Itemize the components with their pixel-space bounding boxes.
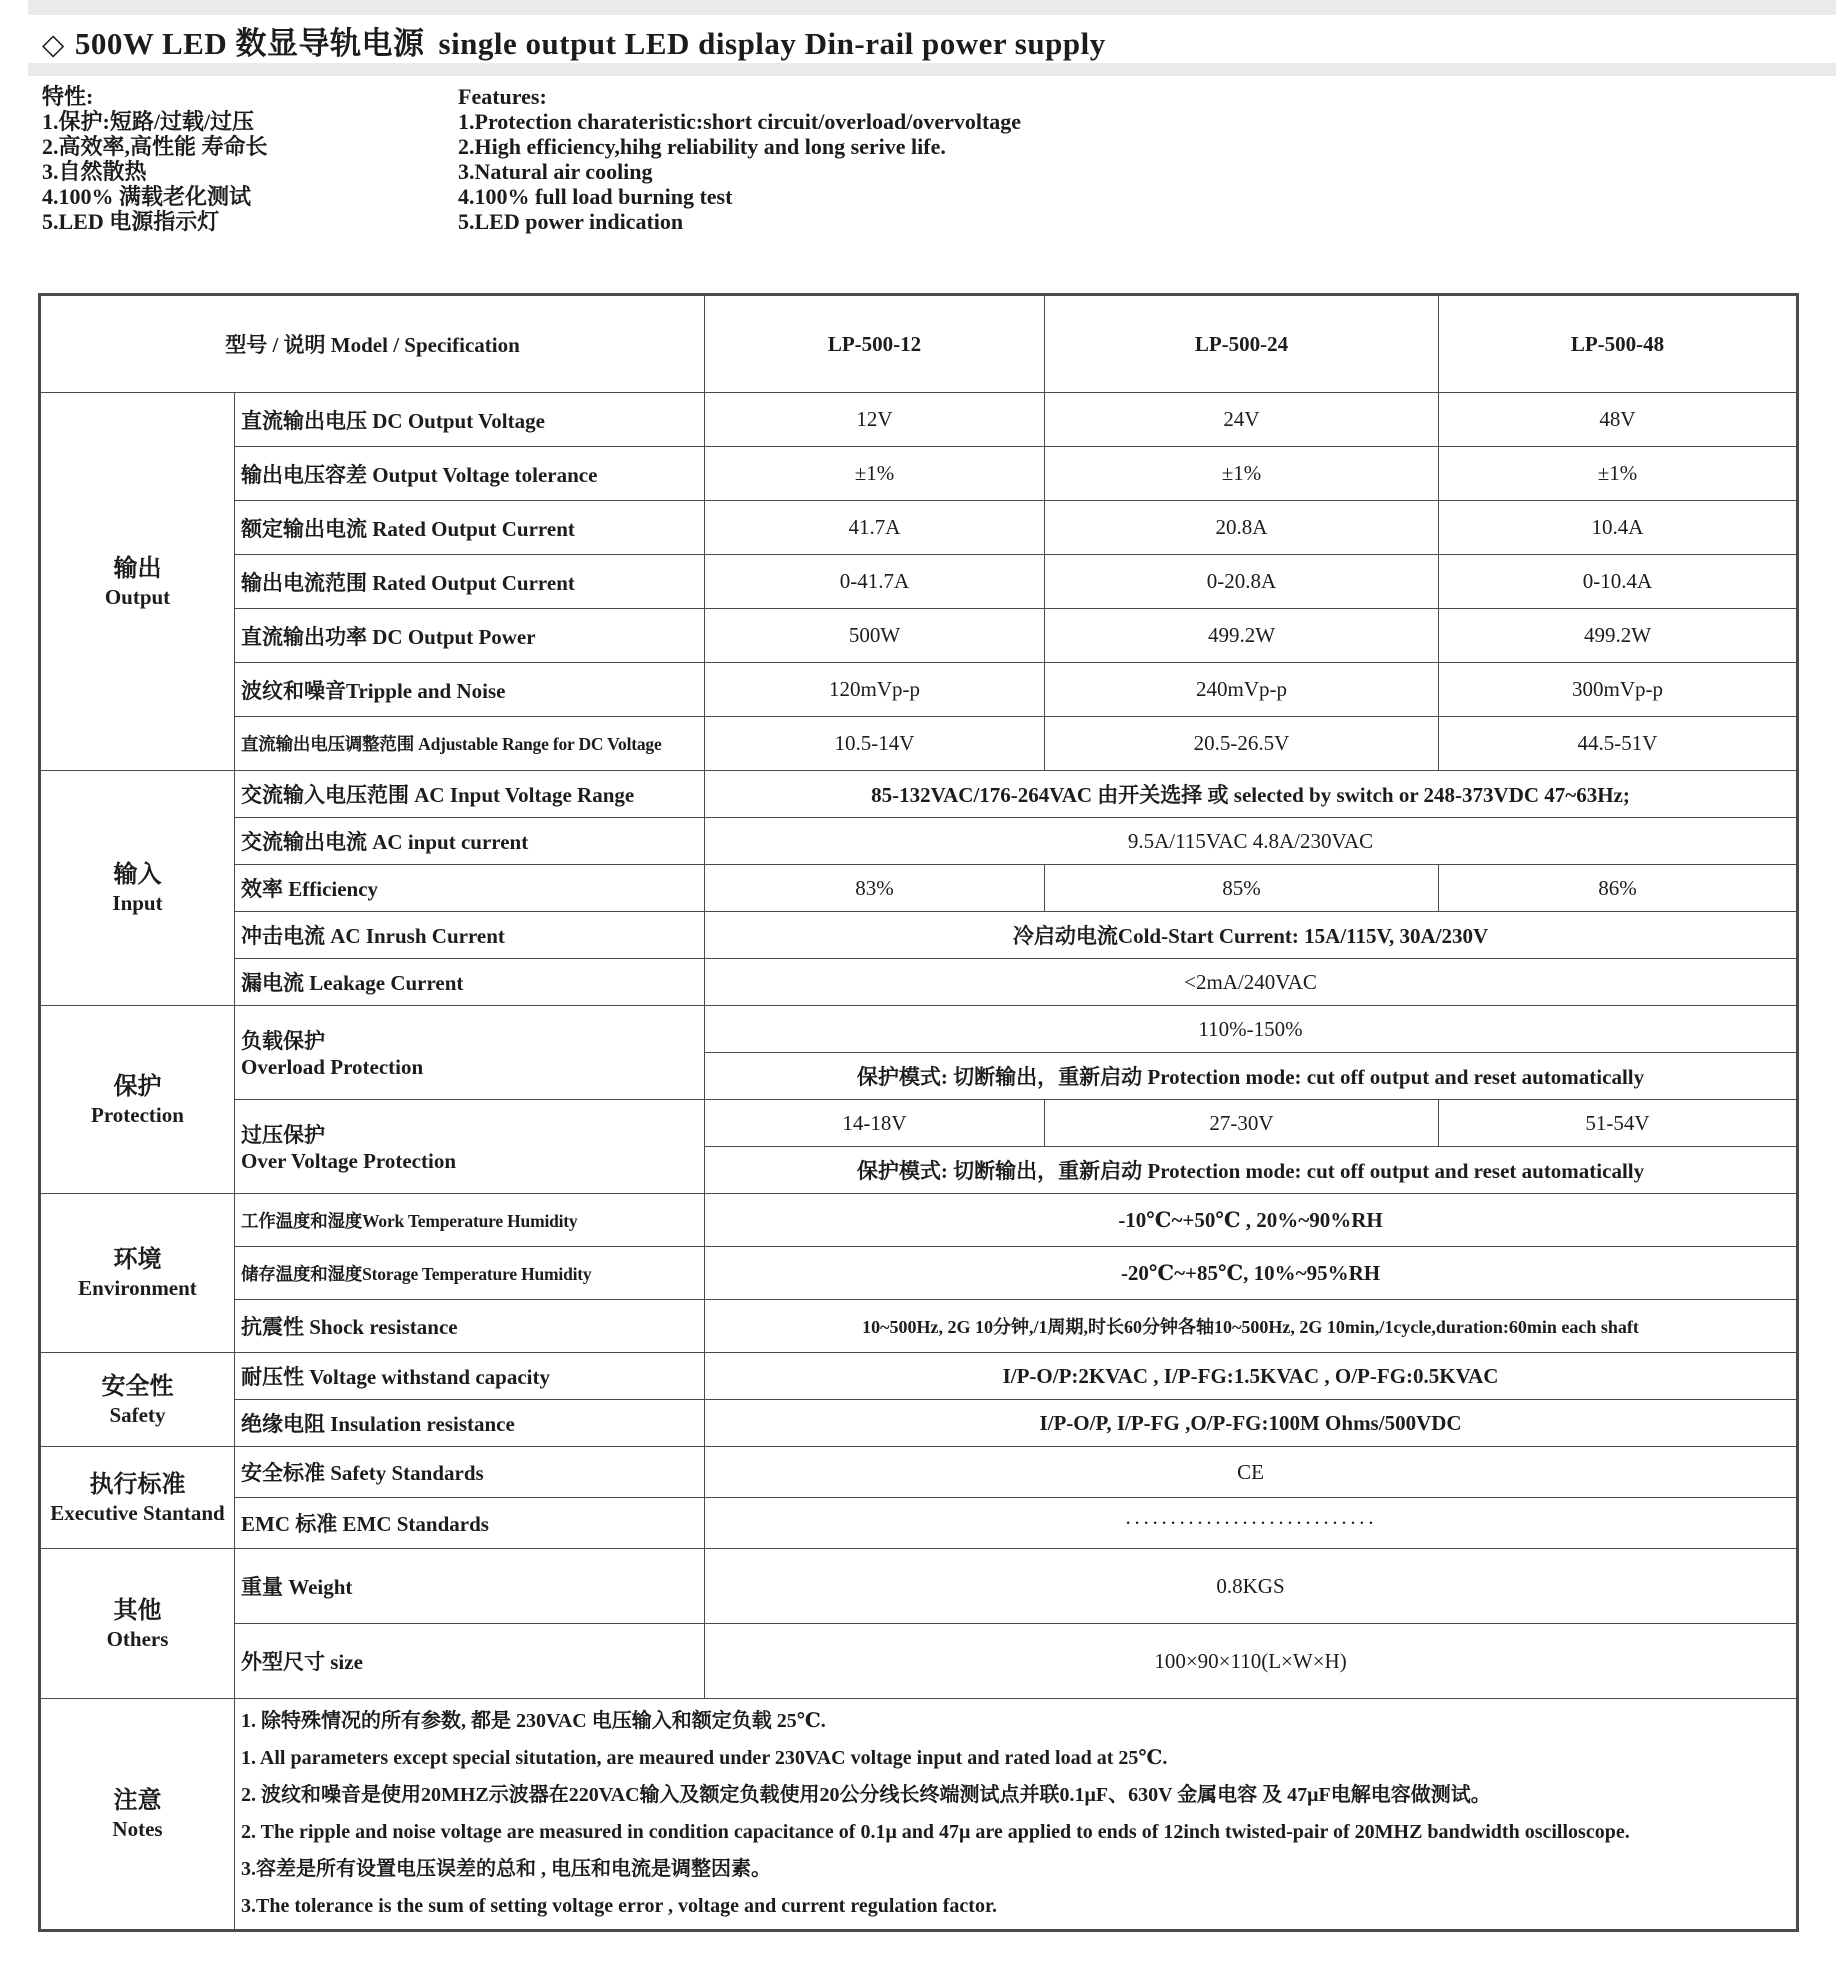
value-cell: 20.8A	[1045, 501, 1439, 555]
notes-text	[235, 1699, 1798, 1931]
value-cell: 110%-150%	[705, 1006, 1798, 1053]
table-header-row	[40, 295, 1798, 393]
value-cell: -20℃~+85℃, 10%~95%RH	[705, 1247, 1798, 1300]
table-row	[40, 1549, 1798, 1624]
group-executive-standard	[40, 1447, 235, 1549]
note-line: 3.The tolerance is the sum of setting voltage error , voltage and current regulation factor.	[241, 1895, 997, 1917]
table-row	[40, 912, 1798, 959]
value-cell: 48V	[1439, 393, 1798, 447]
feature-line: 1.Protection charateristic:short circuit/overload/overvoltage	[458, 109, 1022, 134]
param-shock-resistance: 抗震性 Shock resistance	[235, 1300, 705, 1353]
param-leakage-current: 漏电流 Leakage Current	[235, 959, 705, 1006]
value-cell: 10.5-14V	[705, 717, 1045, 771]
feature-line: Features:	[458, 84, 547, 109]
param-over-voltage-protection	[235, 1100, 705, 1194]
group-label-en: Output	[104, 584, 171, 609]
group-label-zh: 保护	[113, 1073, 162, 1100]
value-cell: ±1%	[1439, 447, 1798, 501]
group-label-en: Input	[112, 891, 163, 915]
group-protection	[40, 1006, 235, 1194]
value-cell: 10~500Hz, 2G 10分钟,/1周期,时长60分钟各轴10~500Hz, 2G 10min,/1cycle,duration:60min each shaft	[705, 1300, 1798, 1353]
note-line: 2. 波纹和噪音是使用20MHZ示波器在220VAC输入及额定负载使用20公分线长终端测试点并联0.1μF、630V 金属电容 及 47μF电解电容做测试。	[241, 1784, 1491, 1806]
value-cell: 12V	[705, 393, 1045, 447]
feature-line: 5.LED power indication	[458, 209, 684, 234]
param-overload-protection	[235, 1006, 705, 1100]
feature-line: 3.Natural air cooling	[458, 159, 653, 184]
feature-line: 3.自然散热	[42, 159, 147, 184]
value-cell: 0.8KGS	[705, 1549, 1798, 1624]
feature-line: 4.100% 满载老化测试	[42, 184, 252, 209]
param-size: 外型尺寸 size	[235, 1624, 705, 1699]
param-ac-input-current: 交流输出电流 AC input current	[235, 818, 705, 865]
page-title	[42, 18, 1802, 63]
table-row	[40, 818, 1798, 865]
group-label-en: Executive Stantand	[50, 1500, 225, 1525]
value-cell: 100×90×110(L×W×H)	[705, 1624, 1798, 1699]
param-adjustable-range: 直流输出电压调整范围 Adjustable Range for DC Voltage	[235, 717, 705, 771]
param-label-zh: 负载保护	[241, 1029, 325, 1053]
table-row	[40, 1194, 1798, 1247]
value-cell: 0-10.4A	[1439, 555, 1798, 609]
value-cell: 9.5A/115VAC 4.8A/230VAC	[705, 818, 1798, 865]
value-cell: -10℃~+50℃ , 20%~90%RH	[705, 1194, 1798, 1247]
table-row	[40, 1699, 1798, 1931]
param-insulation-resistance: 绝缘电阻 Insulation resistance	[235, 1400, 705, 1447]
table-row	[40, 1624, 1798, 1699]
param-efficiency: 效率 Efficiency	[235, 865, 705, 912]
value-cell: 83%	[705, 865, 1045, 912]
group-label-en: Others	[106, 1626, 169, 1651]
param-work-temperature-humidity: 工作温度和湿度Work Temperature Humidity	[235, 1194, 705, 1247]
value-cell: 14-18V	[705, 1100, 1045, 1147]
features-block	[42, 84, 1802, 234]
title-en: single output LED display Din-rail power supply	[438, 26, 1106, 61]
param-ripple-noise: 波纹和噪音Tripple and Noise	[235, 663, 705, 717]
value-cell: I/P-O/P, I/P-FG ,O/P-FG:100M Ohms/500VDC	[705, 1400, 1798, 1447]
group-input	[40, 771, 235, 1006]
value-cell: ±1%	[705, 447, 1045, 501]
model-column-lp-500-12: LP-500-12	[705, 295, 1045, 393]
value-cell: 499.2W	[1439, 609, 1798, 663]
note-line: 3.容差是所有设置电压误差的总和 , 电压和电流是调整因素。	[241, 1858, 771, 1880]
param-dc-output-power: 直流输出功率 DC Output Power	[235, 609, 705, 663]
group-environment	[40, 1194, 235, 1353]
note-line: 1. 除特殊情况的所有参数, 都是 230VAC 电压输入和额定负载 25℃.	[241, 1710, 826, 1732]
group-notes	[40, 1699, 235, 1931]
value-cell: 保护模式: 切断输出，重新启动 Protection mode: cut off output and reset automatically	[705, 1053, 1798, 1100]
table-row	[40, 447, 1798, 501]
param-output-current-range: 输出电流范围 Rated Output Current	[235, 555, 705, 609]
feature-line: 特性:	[42, 84, 94, 109]
table-row	[40, 1447, 1798, 1498]
value-cell: 500W	[705, 609, 1045, 663]
model-column-lp-500-48: LP-500-48	[1439, 295, 1798, 393]
group-label-zh: 输出	[113, 555, 162, 582]
group-label-en: Protection	[91, 1102, 184, 1127]
value-cell: 41.7A	[705, 501, 1045, 555]
value-cell: 86%	[1439, 865, 1798, 912]
value-cell: 0-20.8A	[1045, 555, 1439, 609]
feature-line: 2.High efficiency,hihg reliability and long serive life.	[458, 134, 946, 159]
model-column-lp-500-24: LP-500-24	[1045, 295, 1439, 393]
group-label-en: Environment	[78, 1276, 197, 1300]
param-ac-input-voltage-range: 交流输入电压范围 AC Input Voltage Range	[235, 771, 705, 818]
value-cell: ····························	[705, 1498, 1798, 1549]
param-rated-output-current: 额定输出电流 Rated Output Current	[235, 501, 705, 555]
diamond-icon: ◇	[42, 29, 65, 61]
value-cell: 51-54V	[1439, 1100, 1798, 1147]
model-spec-header: 型号 / 说明 Model / Specification	[40, 295, 705, 393]
value-cell: 0-41.7A	[705, 555, 1045, 609]
table-row	[40, 717, 1798, 771]
group-label-zh: 安全性	[101, 1373, 174, 1400]
value-cell: 24V	[1045, 393, 1439, 447]
value-cell: 10.4A	[1439, 501, 1798, 555]
feature-line: 2.高效率,高性能 寿命长	[42, 134, 268, 159]
value-cell: 保护模式: 切断输出，重新启动 Protection mode: cut off output and reset automatically	[705, 1147, 1798, 1194]
note-line: 1. All parameters except special situtation, are meaured under 230VAC voltage input and rated load at 25℃.	[241, 1747, 1168, 1769]
param-output-voltage-tolerance: 输出电压容差 Output Voltage tolerance	[235, 447, 705, 501]
feature-line: 4.100% full load burning test	[458, 184, 733, 209]
group-label-zh: 输入	[113, 862, 162, 888]
value-cell: 300mVp-p	[1439, 663, 1798, 717]
value-cell: 85%	[1045, 865, 1439, 912]
value-cell: 20.5-26.5V	[1045, 717, 1439, 771]
param-storage-temperature-humidity: 储存温度和湿度Storage Temperature Humidity	[235, 1247, 705, 1300]
value-cell: 27-30V	[1045, 1100, 1439, 1147]
value-cell: <2mA/240VAC	[705, 959, 1798, 1006]
param-emc-standards: EMC 标准 EMC Standards	[235, 1498, 705, 1549]
table-row	[40, 1300, 1798, 1353]
group-label-zh: 环境	[113, 1247, 162, 1273]
table-row	[40, 393, 1798, 447]
spec-table	[38, 293, 1799, 1932]
table-row	[40, 1498, 1798, 1549]
feature-line: 1.保护:短路/过载/过压	[42, 109, 255, 134]
table-row	[40, 1006, 1798, 1053]
table-row	[40, 609, 1798, 663]
value-cell: 499.2W	[1045, 609, 1439, 663]
value-cell: 44.5-51V	[1439, 717, 1798, 771]
table-row	[40, 1247, 1798, 1300]
value-cell: I/P-O/P:2KVAC , I/P-FG:1.5KVAC , O/P-FG:0.5KVAC	[705, 1353, 1798, 1400]
value-cell: 85-132VAC/176-264VAC 由开关选择 或 selected by switch or 248-373VDC 47~63Hz;	[705, 771, 1798, 818]
group-label-zh: 注意	[113, 1788, 162, 1814]
value-cell: CE	[705, 1447, 1798, 1498]
top-gray-band	[28, 0, 1836, 15]
value-cell: 冷启动电流Cold-Start Current: 15A/115V, 30A/230V	[705, 912, 1798, 959]
group-label-zh: 执行标准	[89, 1471, 186, 1498]
features-list-zh	[42, 84, 458, 234]
table-row	[40, 1100, 1798, 1147]
group-output	[40, 393, 235, 771]
title-zh: 500W LED 数显导轨电源	[74, 26, 425, 61]
param-weight: 重量 Weight	[235, 1549, 705, 1624]
table-row	[40, 1400, 1798, 1447]
table-row	[40, 555, 1798, 609]
param-dc-output-voltage: 直流输出电压 DC Output Voltage	[235, 393, 705, 447]
value-cell: ±1%	[1045, 447, 1439, 501]
group-label-en: Safety	[109, 1402, 166, 1427]
group-label-en: Notes	[112, 1817, 163, 1841]
table-row	[40, 663, 1798, 717]
table-row	[40, 959, 1798, 1006]
value-cell: 240mVp-p	[1045, 663, 1439, 717]
table-row	[40, 865, 1798, 912]
param-label-zh: 过压保护	[241, 1123, 325, 1147]
param-voltage-withstand: 耐压性 Voltage withstand capacity	[235, 1353, 705, 1400]
table-row	[40, 1353, 1798, 1400]
table-row	[40, 771, 1798, 818]
value-cell: 120mVp-p	[705, 663, 1045, 717]
group-label-zh: 其他	[113, 1597, 162, 1624]
param-label-en: Over Voltage Protection	[241, 1149, 457, 1173]
group-others	[40, 1549, 235, 1699]
note-line: 2. The ripple and noise voltage are measured in condition capacitance of 0.1μ and 47μ are applied to ends of 12inch twisted-pair of 20MHZ bandwidth oscilloscope.	[241, 1821, 1630, 1843]
feature-line: 5.LED 电源指示灯	[42, 209, 220, 234]
title-underline-band	[28, 63, 1836, 76]
param-safety-standards: 安全标准 Safety Standards	[235, 1447, 705, 1498]
table-row	[40, 501, 1798, 555]
param-ac-inrush-current: 冲击电流 AC Inrush Current	[235, 912, 705, 959]
param-label-en: Overload Protection	[241, 1055, 424, 1079]
group-safety	[40, 1353, 235, 1447]
features-list-en	[458, 84, 1021, 234]
